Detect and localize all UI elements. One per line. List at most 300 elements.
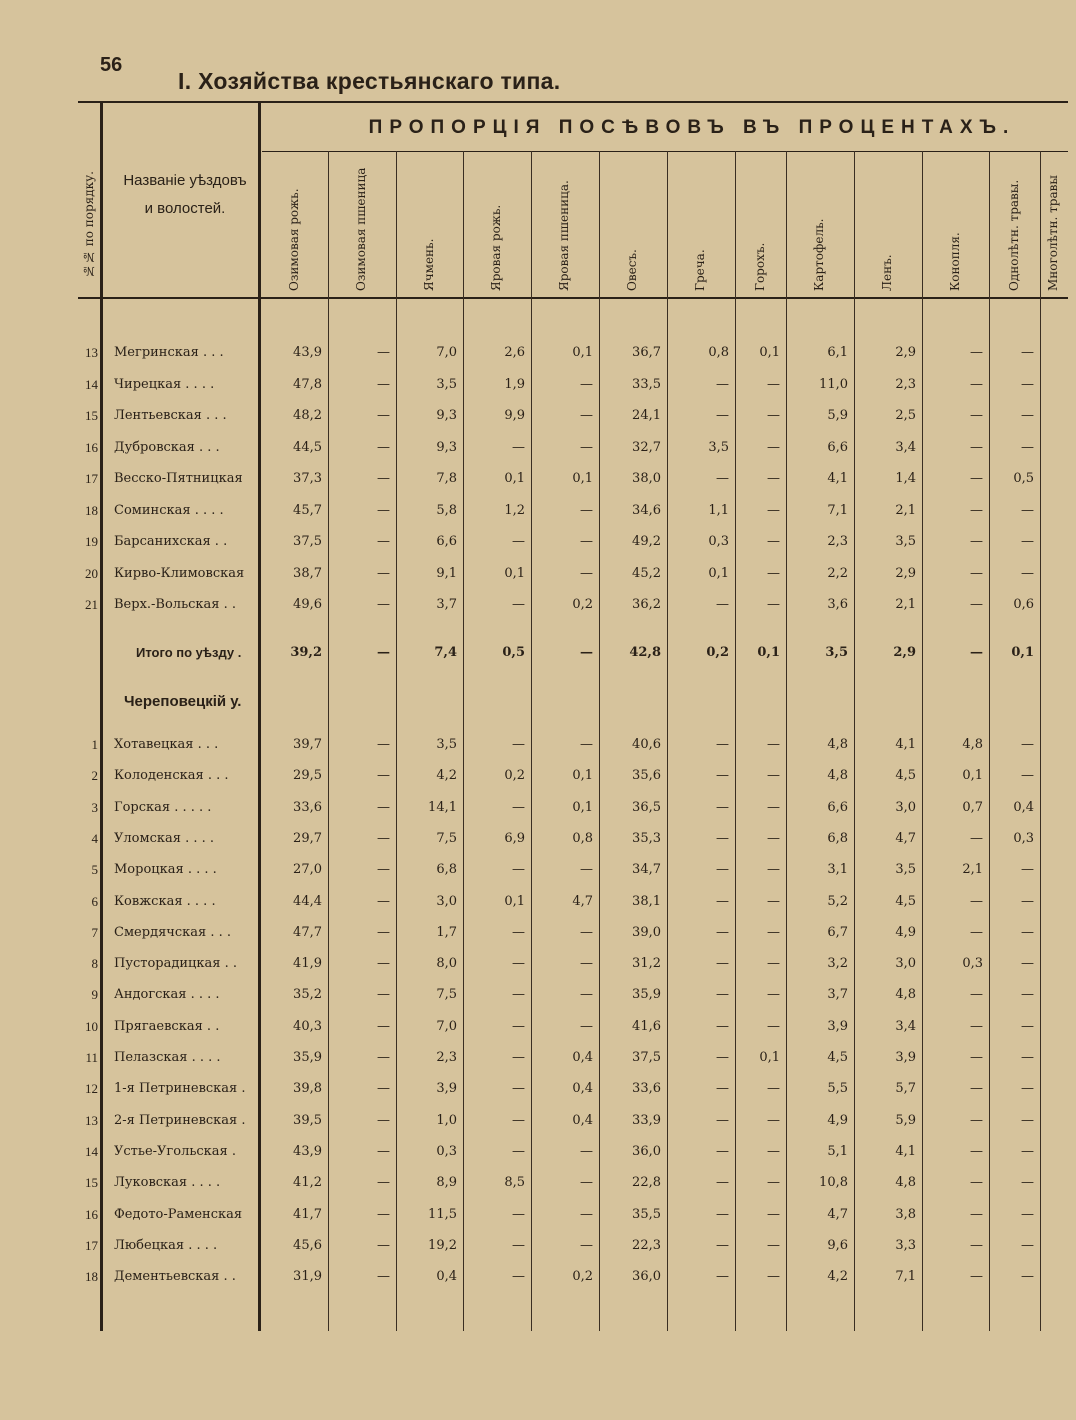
district-name: Любецкая . . . . [114,1237,218,1253]
cell-value: — [716,1175,729,1191]
cell-value: — [377,799,390,815]
cell-value: — [1021,534,1034,549]
cell-value: 45,2 [632,565,661,581]
district-name: Устье-Угольская . [114,1143,237,1159]
number-column-header: №№ по порядку. [82,171,96,279]
cell-value: — [716,1018,729,1034]
crop-header: Озимовая рожь. [287,188,301,291]
cell-value: — [580,1175,593,1191]
cell-value: 0,1 [572,768,593,784]
cell-value: — [1021,956,1034,972]
district-name: Ковжская . . . . [114,893,216,909]
cell-value: 3,5 [436,737,457,752]
crop-header: Яровая рожь. [489,204,503,291]
table-row [78,921,1068,945]
district-name: Весско-Пятницкая [114,471,243,486]
cell-value: — [512,1143,525,1159]
cell-value: 35,6 [632,768,661,784]
cell-value: 3,0 [895,799,916,815]
cell-value: 0,4 [1013,799,1034,815]
cell-value: 0,4 [572,1050,593,1065]
table-row [78,373,1068,397]
cell-value: — [580,565,593,581]
cell-value: — [512,1018,525,1034]
cell-value: 49,6 [293,597,322,612]
district-name: Хотавецкая . . . [114,737,219,752]
cell-value: 2,9 [895,565,916,581]
cell-value: — [377,1175,390,1191]
cell-value: 2,9 [893,645,916,660]
table-row [78,1265,1068,1289]
table-row [78,764,1068,788]
cell-value: 0,7 [962,799,983,815]
cell-value: 2,1 [895,597,916,612]
cell-value: — [1021,768,1034,784]
cell-value: 4,8 [827,768,848,784]
cell-value: — [1021,1175,1034,1191]
district-name: Пелазская . . . . [114,1050,221,1065]
cell-value: — [377,862,390,878]
row-number: 18 [85,1269,98,1285]
cell-value: 5,9 [895,1112,916,1128]
cell-value: 36,7 [632,345,661,360]
cell-value: — [377,534,390,549]
cell-value: 2,1 [895,502,916,518]
cell-value: 2,3 [436,1050,457,1065]
cell-value: — [970,1237,983,1253]
cell-value: — [767,1143,780,1159]
cell-value: 38,0 [632,471,661,486]
cell-value: — [377,1081,390,1097]
cell-value: — [580,737,593,752]
cell-value: 33,6 [632,1081,661,1097]
crop-header: Озимовая пшеница [354,167,368,291]
cell-value: — [970,1081,983,1097]
cell-value: 11,0 [819,376,848,392]
cell-value: — [716,956,729,972]
cell-value: — [767,737,780,752]
cell-value: 7,5 [436,830,457,846]
cell-value: — [1021,439,1034,455]
cell-value: 33,6 [293,799,322,815]
district-name: Мегринская . . . [114,345,224,360]
cell-value: — [377,737,390,752]
cell-value: 36,5 [632,799,661,815]
cell-value: — [970,1175,983,1191]
cell-value: 0,1 [572,345,593,360]
district-name: Прягаевская . . [114,1018,220,1034]
crop-header: Горохъ. [752,242,767,291]
district-name: Дементьевская . . [114,1269,236,1285]
cell-value: 36,0 [632,1269,661,1285]
cell-value: 2,9 [895,345,916,360]
cell-value: 35,5 [632,1206,661,1222]
cell-value: 27,0 [293,862,322,878]
cell-value: — [512,1081,525,1097]
cell-value: 3,2 [827,956,848,972]
cell-value: — [767,956,780,972]
cell-value: 9,3 [436,439,457,455]
cell-value: — [767,408,780,423]
cell-value: 4,1 [827,471,848,486]
cell-value: — [767,830,780,846]
row-number: 4 [91,830,98,846]
cell-value: — [1021,987,1034,1003]
statistics-table [78,101,1068,1331]
cell-value: 10,8 [819,1175,848,1191]
cell-value: 24,1 [632,408,661,423]
cell-value: — [716,471,729,486]
cell-value: 37,5 [632,1050,661,1065]
cell-value: 0,1 [1011,645,1034,660]
table-row [78,983,1068,1007]
cell-value: 39,5 [293,1112,322,1128]
cell-value: — [377,471,390,486]
cell-value: — [970,502,983,518]
cell-value: 7,1 [895,1269,916,1285]
cell-value: — [716,1081,729,1097]
cell-value: — [512,924,525,940]
cell-value: 6,8 [436,862,457,878]
cell-value: 2,5 [895,408,916,423]
district-name: Чирецкая . . . . [114,376,215,392]
row-number: 17 [85,1237,98,1253]
row-number: 2 [91,768,98,784]
table-row [78,641,1068,665]
cell-value: 48,2 [293,408,322,423]
crop-header: Греча. [693,249,707,291]
cell-value: 4,5 [895,893,916,909]
cell-value: — [377,893,390,909]
cell-value: 45,7 [293,502,322,518]
cell-value: 11,5 [428,1206,457,1222]
cell-value: — [970,345,983,360]
cell-value: — [377,1206,390,1222]
row-number: 14 [85,1143,98,1159]
cell-value: — [970,1050,983,1065]
cell-value: 4,1 [895,1143,916,1159]
cell-value: 36,0 [632,1143,661,1159]
district-name: Кирво-Климовская [114,565,245,581]
hr-top [78,101,1068,103]
cell-value: 4,7 [827,1206,848,1222]
cell-value: 6,9 [504,830,525,846]
cell-value: — [580,956,593,972]
cell-value: 3,3 [895,1237,916,1253]
cell-value: 4,7 [572,893,593,909]
table-row [78,952,1068,976]
cell-value: 6,7 [827,924,848,940]
cell-value: — [580,924,593,940]
cell-value: 35,9 [632,987,661,1003]
cell-value: — [377,439,390,455]
cell-value: — [767,862,780,878]
cell-value: — [512,1050,525,1065]
cell-value: — [580,987,593,1003]
cell-value: 33,9 [632,1112,661,1128]
cell-value: 4,8 [827,737,848,752]
cell-value: — [767,471,780,486]
district-name: Федото-Раменская [114,1206,243,1222]
cell-value: — [970,645,983,660]
cell-value: 41,7 [293,1206,322,1222]
district-name: 2-я Петриневская . [114,1112,246,1128]
district-name: Колоденская . . . [114,768,229,784]
cell-value: 0,1 [759,345,780,360]
district-name: Верх.-Вольская . . [114,597,237,612]
cell-value: 0,2 [572,1269,593,1285]
cell-value: 38,7 [293,565,322,581]
cell-value: 8,0 [436,956,457,972]
table-row [78,499,1068,523]
cell-value: — [970,1269,983,1285]
cell-value: — [767,893,780,909]
cell-value: — [1021,376,1034,392]
cell-value: — [377,830,390,846]
cell-value: — [970,893,983,909]
cell-value: — [970,376,983,392]
district-name: Дубровская . . . [114,439,220,455]
names-header-line2: и волостей. [144,200,226,217]
table-row [78,1015,1068,1039]
cell-value: 4,5 [827,1050,848,1065]
crop-header: Яровая пшеница. [557,180,571,291]
cell-value: — [512,1269,525,1285]
row-number: 1 [91,737,98,752]
cell-value: 2,3 [895,376,916,392]
table-row [78,593,1068,617]
cell-value: 0,1 [757,645,780,660]
table-row [78,858,1068,882]
cell-value: 0,1 [504,565,525,581]
cell-value: 5,7 [895,1081,916,1097]
table-row [78,827,1068,851]
cell-value: 4,8 [895,1175,916,1191]
cell-value: 37,5 [293,534,322,549]
cell-value: — [377,597,390,612]
cell-value: 3,9 [827,1018,848,1034]
cell-value: — [377,645,390,660]
cell-value: 22,8 [632,1175,661,1191]
table-row [78,404,1068,428]
cell-value: — [1021,893,1034,909]
cell-value: 7,0 [436,345,457,360]
cell-value: — [377,502,390,518]
cell-value: 0,4 [572,1112,593,1128]
cell-value: 3,0 [895,956,916,972]
cell-value: 9,1 [436,565,457,581]
row-number: 16 [85,1206,98,1222]
cell-value: 36,2 [632,597,661,612]
table-row [78,1203,1068,1227]
cell-value: 0,2 [504,768,525,784]
cell-value: — [377,924,390,940]
cell-value: 1,0 [436,1112,457,1128]
cell-value: 42,8 [629,645,661,660]
cell-value: — [970,830,983,846]
cell-value: — [580,1018,593,1034]
cell-value: — [1021,565,1034,581]
row-number: 20 [85,565,98,581]
cell-value: — [1021,1018,1034,1034]
district-name: 1-я Петриневская . [114,1081,246,1097]
cell-value: — [512,799,525,815]
cell-value: — [580,502,593,518]
table-row [78,1171,1068,1195]
district-name: Итого по уѣзду . [136,645,242,660]
cell-value: 39,8 [293,1081,322,1097]
table-row [78,530,1068,554]
cell-value: 3,7 [436,597,457,612]
cell-value: — [580,534,593,549]
table-row [78,890,1068,914]
cell-value: 14,1 [428,799,457,815]
row-number: 15 [85,408,98,423]
cell-value: — [580,376,593,392]
cell-value: 0,3 [962,956,983,972]
cell-value: — [767,534,780,549]
cell-value: — [716,862,729,878]
cell-value: 7,4 [434,645,457,660]
cell-value: 4,5 [895,768,916,784]
cell-value: — [716,799,729,815]
row-number: 5 [91,862,98,878]
row-number: 12 [85,1081,98,1097]
cell-value: 0,1 [504,893,525,909]
cell-value: 40,6 [632,737,661,752]
cell-value: 5,2 [827,893,848,909]
cell-value: 6,8 [827,830,848,846]
cell-value: 7,8 [436,471,457,486]
cell-value: — [767,1081,780,1097]
cell-value: 41,6 [632,1018,661,1034]
cell-value: 43,9 [293,1143,322,1159]
cell-value: 4,1 [895,737,916,752]
cell-value: 0,3 [1013,830,1034,846]
cell-value: 44,5 [293,439,322,455]
cell-value: 32,7 [632,439,661,455]
cell-value: 0,1 [759,1050,780,1065]
crop-header: Картофель. [812,218,826,291]
cell-value: — [1021,1237,1034,1253]
crop-header: Ячмень. [421,238,436,291]
cell-value: 0,3 [436,1143,457,1159]
cell-value: — [970,565,983,581]
cell-value: 4,2 [827,1269,848,1285]
cell-value: 3,1 [827,862,848,878]
table-row [78,1077,1068,1101]
table-row [78,1046,1068,1070]
cell-value: 1,1 [708,502,729,518]
cell-value: — [580,408,593,423]
row-number: 14 [85,376,98,392]
cell-value: — [716,737,729,752]
crop-header: Однолѣтн. травы. [1006,179,1021,291]
cell-value: 3,5 [895,862,916,878]
cell-value: 3,5 [436,376,457,392]
cell-value: 40,3 [293,1018,322,1034]
district-name: Мороцкая . . . . [114,862,217,878]
cell-value: — [970,924,983,940]
cell-value: — [1021,862,1034,878]
cell-value: 0,8 [708,345,729,360]
cell-value: — [767,768,780,784]
cell-value: 6,6 [436,534,457,549]
row-number: 19 [85,534,98,549]
cell-value: 3,7 [827,987,848,1003]
cell-value: 3,5 [895,534,916,549]
cell-value: — [580,439,593,455]
cell-value: 3,9 [895,1050,916,1065]
table-row [78,796,1068,820]
cell-value: — [377,1018,390,1034]
cell-value: — [716,893,729,909]
cell-value: — [377,1269,390,1285]
cell-value: — [1021,502,1034,518]
cell-value: — [580,645,593,660]
cell-value: — [377,956,390,972]
cell-value: — [377,1112,390,1128]
cell-value: 47,8 [293,376,322,392]
cell-value: — [716,987,729,1003]
cell-value: — [767,376,780,392]
cell-value: 49,2 [632,534,661,549]
cell-value: 0,1 [962,768,983,784]
cell-value: 35,3 [632,830,661,846]
cell-value: — [970,439,983,455]
cell-value: — [767,1112,780,1128]
district-name: Соминская . . . . [114,502,224,518]
cell-value: 0,1 [708,565,729,581]
cell-value: — [767,1018,780,1034]
cell-value: 39,0 [632,924,661,940]
cell-value: 29,7 [293,830,322,846]
cell-value: — [767,799,780,815]
cell-value: 3,0 [436,893,457,909]
cell-value: — [1021,924,1034,940]
cell-value: — [512,439,525,455]
district-name: Уломская . . . . [114,830,215,846]
cell-value: 5,5 [827,1081,848,1097]
names-header-line1: Названіе уѣздовъ [123,172,247,189]
cell-value: 19,2 [428,1237,457,1253]
row-number: 6 [91,893,98,909]
cell-value: 4,2 [436,768,457,784]
cell-value: — [716,1143,729,1159]
cell-value: — [377,987,390,1003]
cell-value: 4,9 [895,924,916,940]
cell-value: — [1021,408,1034,423]
cell-value: 0,8 [572,830,593,846]
cell-value: — [1021,345,1034,360]
row-number: 3 [91,799,98,815]
cell-value: 3,6 [827,597,848,612]
row-number: 11 [85,1050,98,1065]
cell-value: 3,5 [708,439,729,455]
cell-value: — [512,956,525,972]
cell-value: 0,2 [706,645,729,660]
cell-value: 34,6 [632,502,661,518]
cell-value: — [580,1206,593,1222]
cell-value: — [970,534,983,549]
cell-value: — [767,924,780,940]
cell-value: — [1021,1143,1034,1159]
cell-value: 7,0 [436,1018,457,1034]
district-name: Пусторадицкая . . [114,956,237,972]
table-row [78,1234,1068,1258]
cell-value: — [377,376,390,392]
cell-value: — [512,597,525,612]
